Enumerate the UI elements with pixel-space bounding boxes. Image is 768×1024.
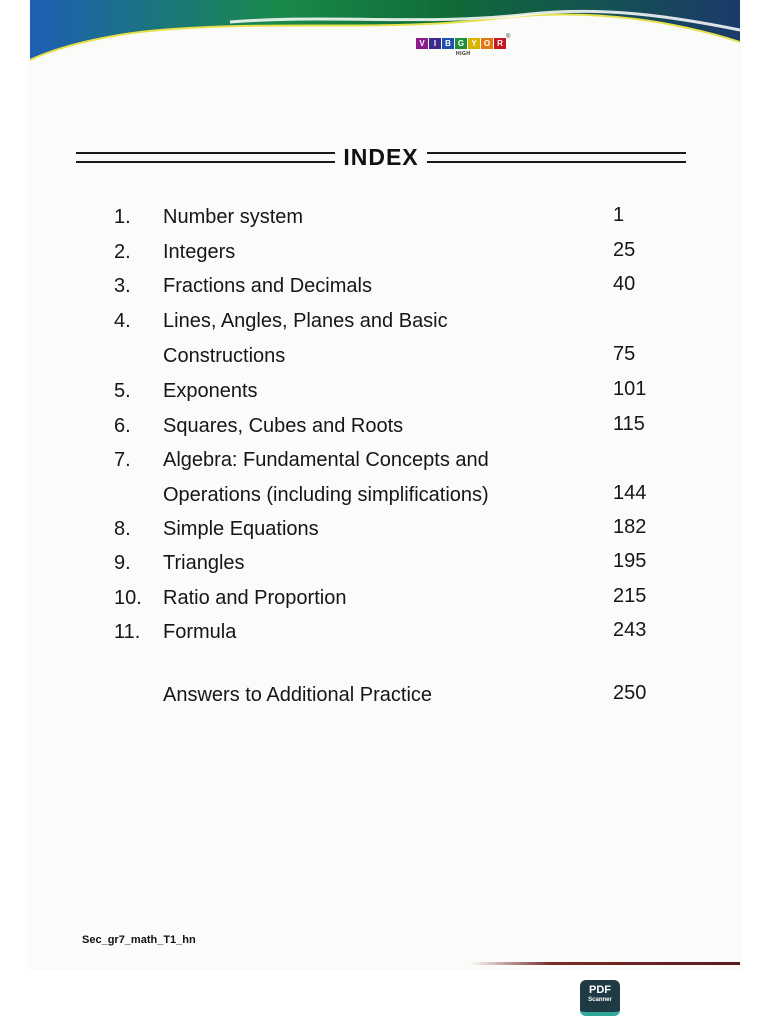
toc-entry-page: 195 xyxy=(613,550,647,572)
toc-entry-page: 215 xyxy=(613,585,647,607)
toc-entry-title: Number system xyxy=(163,206,304,228)
toc-entry-number: 7. xyxy=(114,449,131,471)
toc-entry xyxy=(30,684,740,712)
toc-entry-page: 250 xyxy=(613,682,647,704)
toc-entry xyxy=(30,449,740,477)
index-title: INDEX xyxy=(343,143,419,170)
toc-entry-title: Fractions and Decimals xyxy=(163,275,372,297)
toc-entry-number: 3. xyxy=(114,275,131,297)
toc-entry xyxy=(30,241,740,269)
toc-entry-title: Operations (including simplifications) xyxy=(163,484,489,506)
toc-entry xyxy=(30,275,740,303)
toc-entry-title: Integers xyxy=(163,241,236,263)
toc-entry-title: Triangles xyxy=(163,552,245,574)
toc-entry xyxy=(30,345,740,373)
toc-entry-title: Simple Equations xyxy=(163,518,319,540)
toc-entry-title: Answers to Additional Practice xyxy=(163,684,433,706)
toc-entry-number: 11. xyxy=(114,621,141,643)
toc-entry-title: Lines, Angles, Planes and Basic xyxy=(163,310,448,332)
toc-entry-title: Squares, Cubes and Roots xyxy=(163,415,404,437)
toc-entry xyxy=(30,552,740,580)
toc-entry xyxy=(30,587,740,615)
toc-entry-number: 4. xyxy=(114,310,131,332)
heading-rule-left xyxy=(76,152,335,163)
footer-document-code: Sec_gr7_math_T1_hn xyxy=(82,934,196,946)
pdf-scanner-badge[interactable] xyxy=(580,980,620,1016)
document-page xyxy=(30,0,740,968)
logo-letter: G xyxy=(455,38,467,49)
toc-entry xyxy=(30,206,740,234)
footer-divider xyxy=(470,962,740,965)
pdf-badge-label: PDF xyxy=(589,984,611,996)
toc-entry xyxy=(30,621,740,649)
pdf-badge-sublabel: Scanner xyxy=(588,997,612,1003)
logo-letter: B xyxy=(442,38,454,49)
toc-entry-title: Constructions xyxy=(163,345,286,367)
toc-entry-page: 144 xyxy=(613,482,647,504)
toc-entry-title: Exponents xyxy=(163,380,258,402)
toc-entry xyxy=(30,310,740,338)
toc-entry xyxy=(30,484,740,512)
toc-entry-number: 6. xyxy=(114,415,131,437)
toc-entry xyxy=(30,518,740,546)
toc-entry-page: 115 xyxy=(613,413,645,435)
toc-entry-number: 1. xyxy=(114,206,131,228)
toc-entry-page: 25 xyxy=(613,239,636,261)
toc-entry-title: Formula xyxy=(163,621,237,643)
vibgyor-logo xyxy=(416,34,536,62)
logo-letter: Y xyxy=(468,38,480,49)
toc-entry-page: 243 xyxy=(613,619,647,641)
toc-entry-title: Ratio and Proportion xyxy=(163,587,347,609)
toc-entry-number: 9. xyxy=(114,552,131,574)
heading-rule-right xyxy=(427,152,686,163)
toc-entry-page: 40 xyxy=(613,273,636,295)
header-banner xyxy=(30,0,740,70)
toc-entry-page: 182 xyxy=(613,516,647,538)
index-heading xyxy=(76,142,686,172)
toc-entry-number: 5. xyxy=(114,380,131,402)
toc-entry xyxy=(30,415,740,443)
toc-entry xyxy=(30,380,740,408)
logo-letter: I xyxy=(429,38,441,49)
toc-entry-number: 8. xyxy=(114,518,131,540)
toc-entry-number: 2. xyxy=(114,241,131,263)
toc-entry-title: Algebra: Fundamental Concepts and xyxy=(163,449,489,471)
toc-entry-page: 1 xyxy=(613,204,625,226)
logo-letter: R xyxy=(494,38,506,49)
logo-letter: O xyxy=(481,38,493,49)
toc-entry-page: 101 xyxy=(613,378,647,400)
toc-entry-number: 10. xyxy=(114,587,142,609)
registered-mark: ® xyxy=(506,34,511,40)
logo-letters xyxy=(416,38,536,49)
logo-subtitle: HIGH xyxy=(456,51,471,57)
logo-letter: V xyxy=(416,38,428,49)
toc-entry-page: 75 xyxy=(613,343,636,365)
